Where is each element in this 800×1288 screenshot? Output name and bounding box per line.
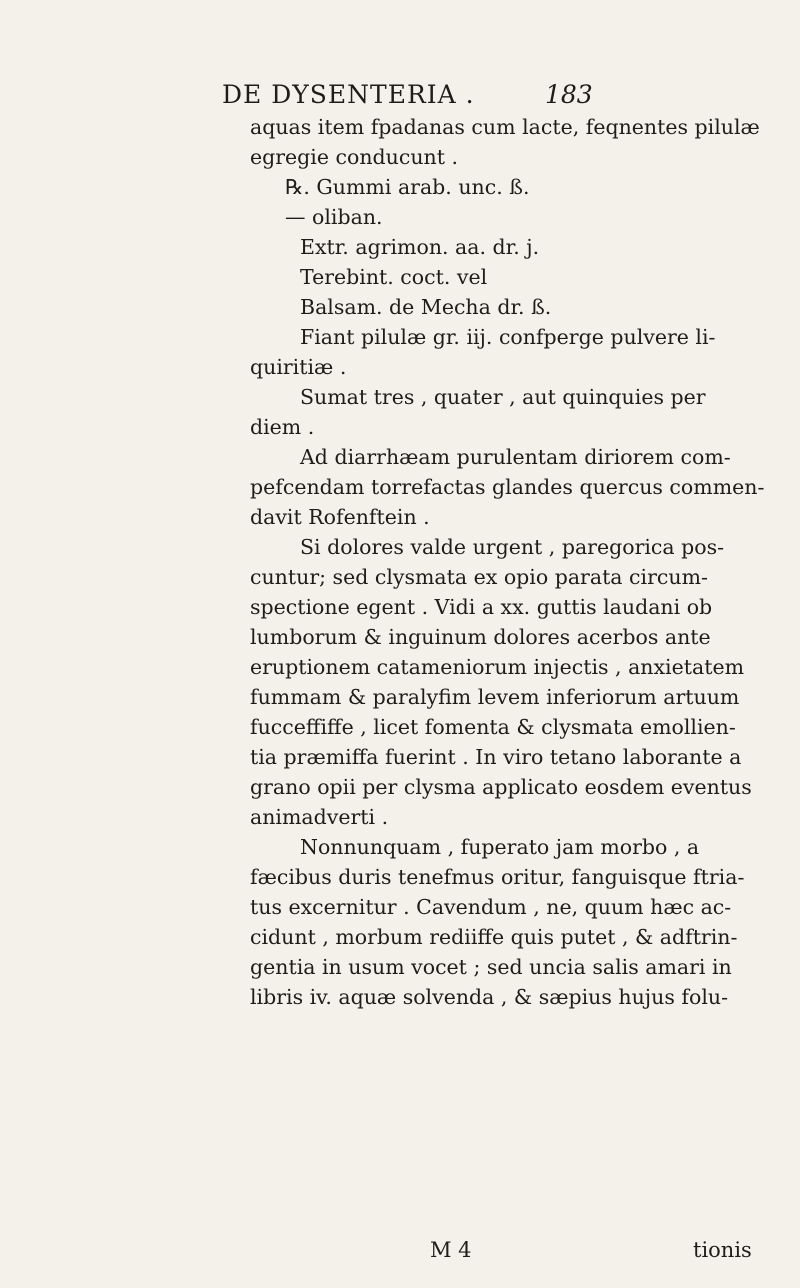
text-line: fucceffiffe , licet fomenta & clysmata emollien- bbox=[250, 715, 736, 739]
text-line: grano opii per clysma applicato eosdem eventus bbox=[250, 775, 752, 799]
text-line: Extr. agrimon. aa. dr. j. bbox=[300, 235, 540, 259]
text-line: Fiant pilulæ gr. iij. confperge pulvere li- bbox=[300, 325, 716, 349]
text-line: libris iv. aquæ solvenda , & sæpius hujus folu- bbox=[250, 985, 729, 1009]
page-number: 183 bbox=[545, 80, 593, 109]
text-line: Balsam. de Mecha dr. ß. bbox=[300, 295, 552, 319]
signature-mark: M 4 bbox=[430, 1238, 472, 1262]
text-line: aquas item fpadanas cum lacte, feqnentes pilulæ bbox=[250, 115, 760, 139]
running-title: DE DYSENTERIA . bbox=[222, 80, 475, 109]
text-line: lumborum & inguinum dolores acerbos ante bbox=[250, 625, 711, 649]
text-line: cidunt , morbum rediiffe quis putet , & adftrin- bbox=[250, 925, 738, 949]
text-line: fummam & paralyfim levem inferiorum artuum bbox=[250, 685, 740, 709]
text-line: Si dolores valde urgent , paregorica pos- bbox=[300, 535, 725, 559]
text-line: tia præmiffa fuerint . In viro tetano laborante a bbox=[250, 745, 742, 769]
body-text bbox=[250, 112, 770, 1012]
text-line: davit Rofenftein . bbox=[250, 505, 430, 529]
text-line: fæcibus duris tenefmus oritur, fanguisque ftria- bbox=[250, 865, 745, 889]
text-line: quiritiæ . bbox=[250, 355, 347, 379]
text-line: tus excernitur . Cavendum , ne, quum hæc ac- bbox=[250, 895, 732, 919]
text-line: Sumat tres , quater , aut quinquies per bbox=[300, 385, 706, 409]
text-line: — oliban. bbox=[285, 205, 383, 229]
text-line: Ad diarrhæam purulentam diriorem com- bbox=[300, 445, 731, 469]
text-line: spectione egent . Vidi a xx. guttis laudani ob bbox=[250, 595, 713, 619]
text-line: eruptionem catameniorum injectis , anxietatem bbox=[250, 655, 745, 679]
text-line: Terebint. coct. vel bbox=[300, 265, 488, 289]
text-line: ℞. Gummi arab. unc. ß. bbox=[285, 175, 530, 199]
text-line: gentia in usum vocet ; sed uncia salis amari in bbox=[250, 955, 732, 979]
text-line: animadverti . bbox=[250, 805, 389, 829]
text-line: egregie conducunt . bbox=[250, 145, 459, 169]
text-line: Nonnunquam , fuperato jam morbo , a bbox=[300, 835, 700, 859]
text-line: diem . bbox=[250, 415, 315, 439]
catchword: tionis bbox=[693, 1238, 752, 1262]
text-line: cuntur; sed clysmata ex opio parata circum- bbox=[250, 565, 708, 589]
text-line: pefcendam torrefactas glandes quercus commen- bbox=[250, 475, 765, 499]
